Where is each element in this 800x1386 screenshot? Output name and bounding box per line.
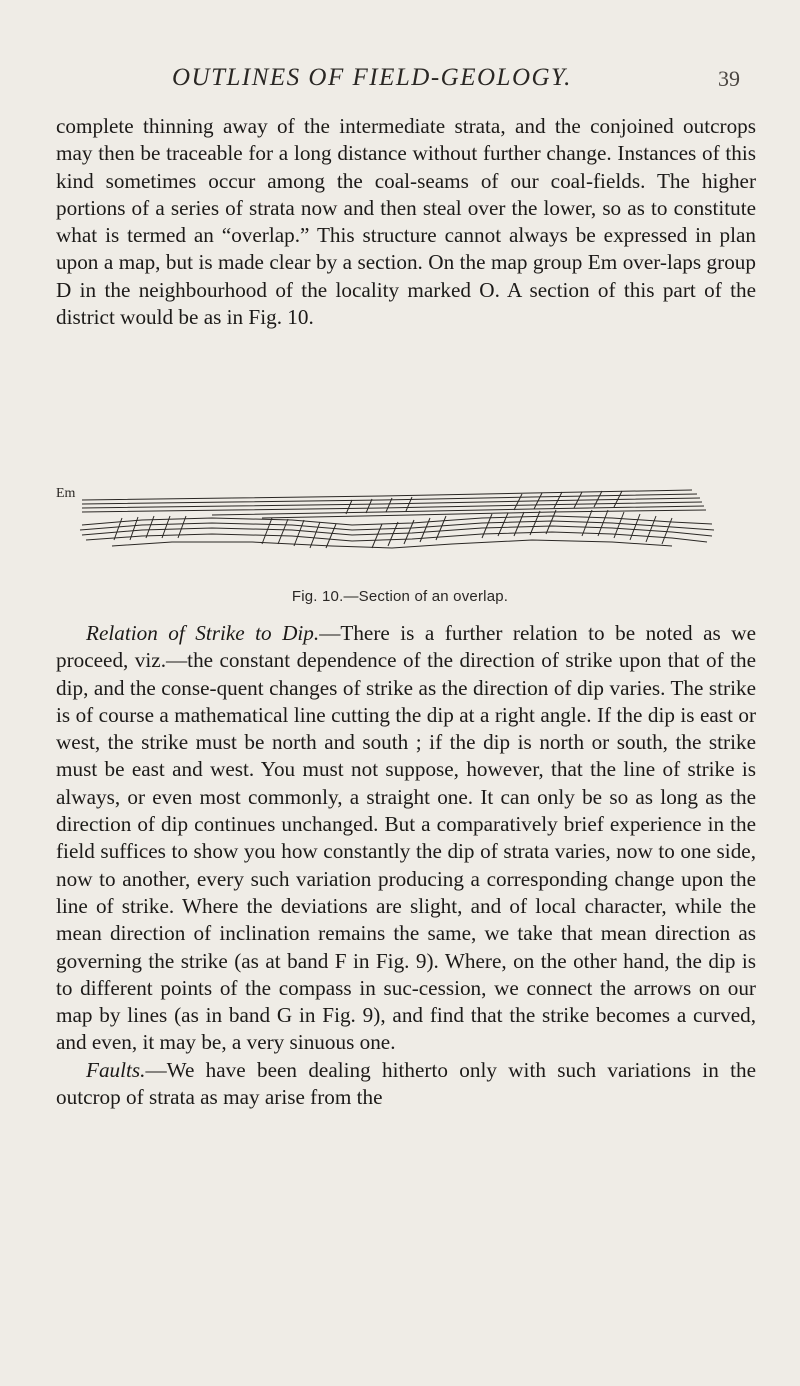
paragraph-text: There is a further relation to be noted as we proceed, viz.—the constant dependence of the direction of strike upon that of the dip, and the conse-quent changes of strike as the direction of dip varies. The strike is of course a mathematical line cutting the dip at a right angle. If the dip is east or west, the strike must be north and south ; if the dip is north or south, the strike must be east and west. You must not suppose, however, that the line of strike is always, or even most commonly, a straight one. It can only be so as long as the direction of dip continues unchanged. But a comparatively brief experience in the field suffices to show you how constantly the dip of strata varies, now to one side, now to another, every such variation producing a corresponding change upon the line of strike. Where the deviations are slight, and of local character, while the mean direction of inclination remains the same, we take that mean direction as governing the strike (as at band F in Fig. 9). Where, on the other hand, the dip is to different points of the compass in suc-cession, we connect the arrows on our map by lines (as in band G in Fig. 9), and find that the strike becomes a curved, and even, it may be, a very sinuous one. [56, 621, 756, 1055]
hatch-marks [372, 516, 446, 548]
paragraph-faults [56, 1057, 756, 1112]
overlap-section-drawing [52, 480, 752, 580]
body-paragraph-overlap [56, 113, 756, 331]
heading-strike-dip: Relation of Strike to Dip. [86, 621, 320, 645]
figure-label-em: Em [56, 486, 76, 501]
heading-dash: — [145, 1057, 167, 1082]
lower-stratum-line [112, 540, 672, 548]
paragraph-strike-dip [56, 620, 756, 1057]
heading-dash: — [319, 621, 341, 645]
page-number: 39 [718, 66, 740, 91]
body-sections [56, 620, 756, 1111]
paragraph-text: complete thinning away of the intermediate strata, and the conjoined outcrops may then be traceable for a long distance without further change. Instances of this kind sometimes occur among the coal-seams of our coal-fields. The higher portions of a series of strata now and then steal over the lower, so as to constitute what is termed an “overlap.” This structure cannot always be expressed in plan upon a map, but is made clear by a section. On the map group Em over-laps group D in the neighbourhood of the locality marked O. A section of this part of the district would be as in Fig. 10. [56, 114, 756, 330]
running-title: OUTLINES OF FIELD-GEOLOGY. [172, 64, 572, 91]
paragraph-text: We have been dealing hitherto only with such variations in the outcrop of strata as may arise from the [56, 1057, 756, 1110]
figure-caption: Fig. 10.—Section of an overlap. [291, 588, 509, 605]
running-head [0, 64, 800, 94]
heading-faults: Faults. [86, 1057, 146, 1082]
figure-overlap-section [52, 480, 752, 580]
